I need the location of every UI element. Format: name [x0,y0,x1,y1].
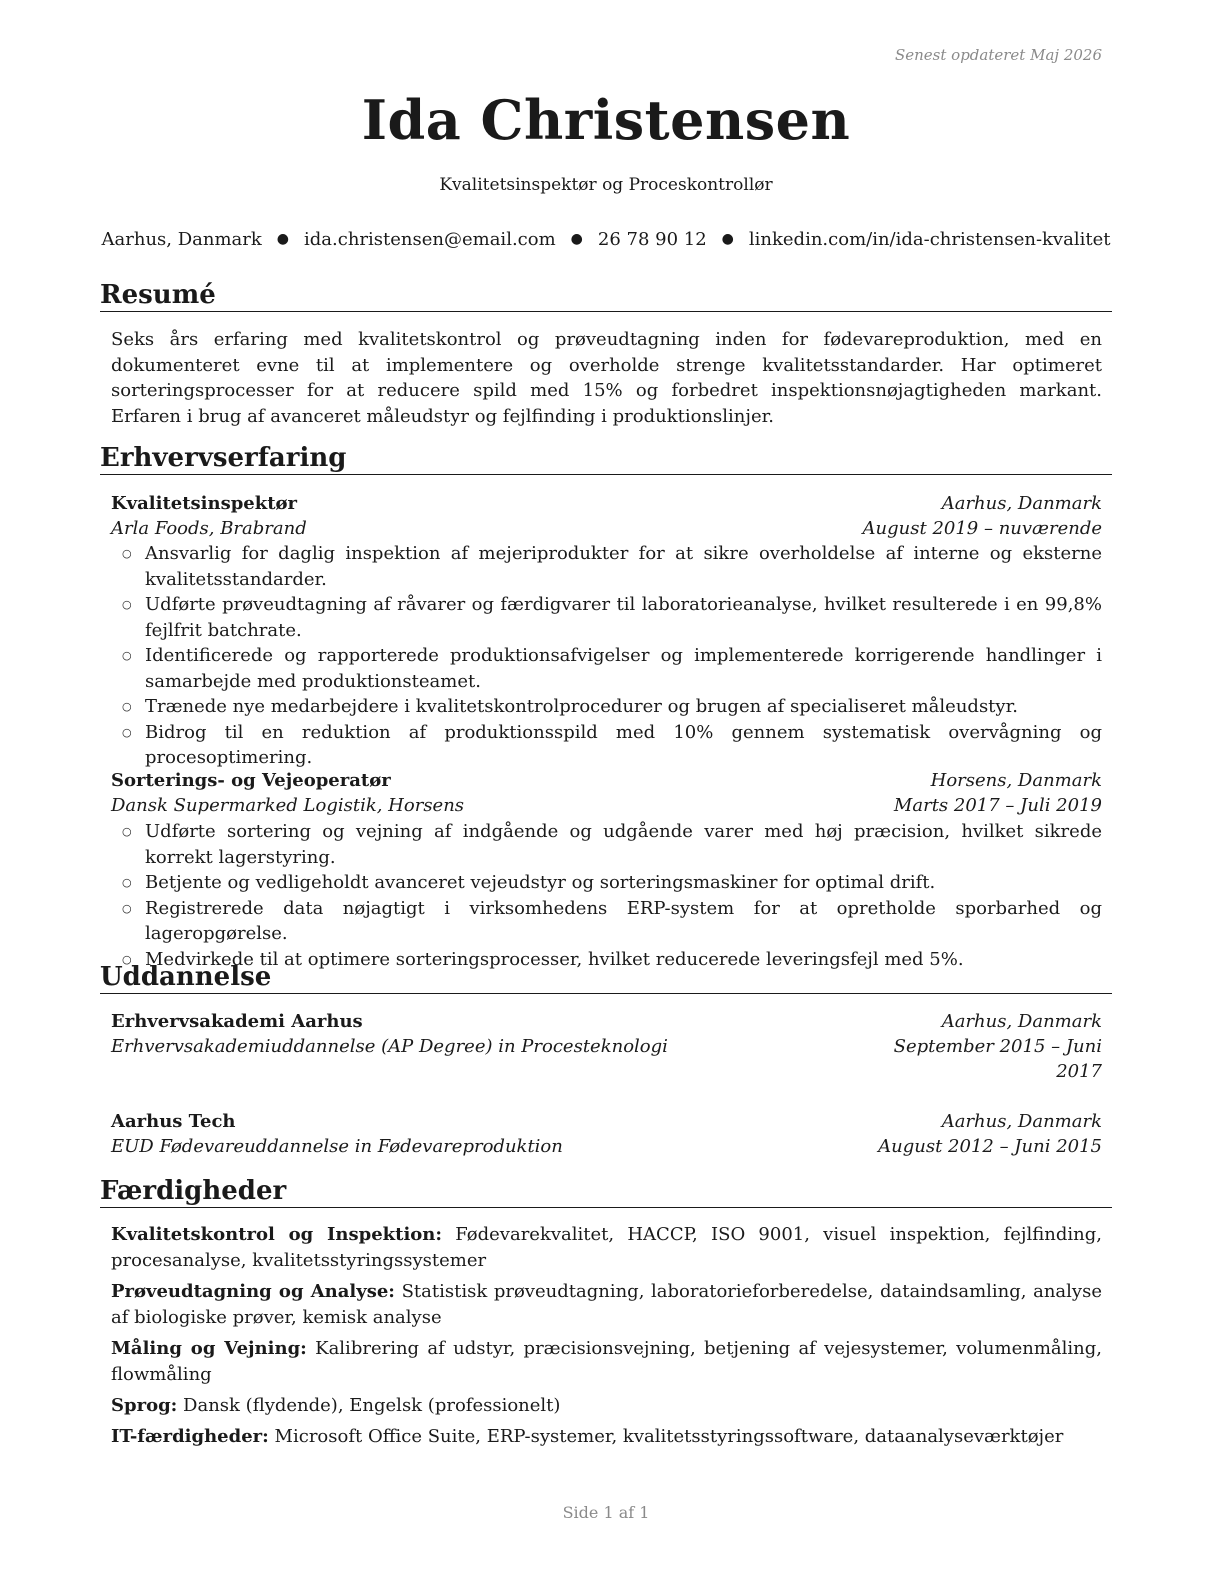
skill-line [111,1393,1102,1419]
circle-bullet-icon: ○ [122,825,132,838]
skill-text: Microsoft Office Suite, ERP-systemer, kvalitetsstyringssoftware, dataanalyseværktøjer [274,1426,1064,1447]
job-role: Sorterings- og Vejeoperatør [111,770,391,791]
contact-email[interactable]: ida.christensen@email.com [304,229,556,250]
list-item: ○ Udførte prøveudtagning af råvarer og færdigvarer til laboratorieanalyse, hvilket resulterede i en 99,8% fejlfrit batchrate. [122,594,1102,641]
degree-name: EUD Fødevareuddannelse in Fødevareproduktion [111,1136,563,1157]
skill-text: Dansk (flydende), Engelsk (professionelt) [183,1395,561,1416]
skill-text: Kalibrering af udstyr, præcisionsvejning, betjening af vejesystemer, volumenmåling, flowmåling [111,1338,1102,1385]
education-subheader [111,1034,1102,1084]
contact-location: Aarhus, Danmark [101,229,262,250]
job-dates: Marts 2017 – Juli 2019 [893,795,1102,816]
circle-bullet-icon: ○ [122,901,132,915]
job-subheader [111,793,1102,818]
skill-label: Prøveudtagning og Analyse: [111,1281,395,1302]
skill-text: Statistisk prøveudtagning, laboratorieforberedelse, dataindsamling, analyse af biologiske prøver, kemisk analyse [111,1281,1102,1328]
skill-line [111,1424,1102,1450]
school-name: Erhvervsakademi Aarhus [111,1011,363,1032]
bullet-separator-icon: ● [276,231,290,247]
circle-bullet-icon: ○ [122,598,132,611]
circle-bullet-icon: ○ [122,700,132,713]
circle-bullet-icon: ○ [122,876,132,889]
bullet-separator-icon: ● [721,231,734,247]
education-subheader [111,1134,1102,1159]
education-dates: September 2015 – Juni 2017 [893,1036,1102,1082]
list-item: ○ Medvirkede til at optimere sorteringsprocesser, hvilket reducerede leveringsfejl med 5%. [111,947,1102,973]
job-subheader [111,516,1102,541]
list-item: ○ Identificerede og rapporterede produktionsafvigelser og implementerede korrigerende handlinger i samarbejde med produktionsteamet. [122,645,1102,692]
list-item: ○ Registrerede data nøjagtigt i virksomhedens ERP-system for at opretholde sporbarhed og lageropgørelse. [122,897,1102,944]
list-item: ○ Trænede nye medarbejdere i kvalitetskontrolprocedurer og brugen af specialiseret måleudstyr. [111,694,1102,720]
candidate-title: Kvalitetsinspektør og Proceskontrollør [439,175,773,195]
list-item: ○ Bidrog til en reduktion af produktionsspild med 10% gennem systematisk overvågning og procesoptimering. [122,721,1102,768]
job-dates: August 2019 – nuværende [862,518,1102,539]
education-header [111,1009,1102,1034]
list-item: ○ Ansvarlig for daglig inspektion af mejeriprodukter for at sikre overholdelse af interne og eksterne kvalitetsstandarder. [122,543,1102,590]
job-header [111,768,1102,793]
skill-label: Kvalitetskontrol og Inspektion: [111,1224,443,1245]
job-role: Kvalitetsinspektør [111,493,298,514]
last-updated-note: Senest opdateret Maj 2026 [894,46,1102,64]
circle-bullet-icon: ○ [122,649,132,662]
contact-linkedin[interactable]: linkedin.com/in/ida-christensen-kvalitet [748,229,1111,250]
list-item: ○ Betjente og vedligeholdt avanceret vejeudstyr og sorteringsmaskiner for optimal drift. [111,870,1102,896]
circle-bullet-icon: ○ [122,725,132,739]
section-title-experience: Erhvervserfaring [100,443,1112,475]
education-header [111,1109,1102,1134]
job-location: Horsens, Danmark [930,770,1102,791]
job-company: Arla Foods, Brabrand [111,518,307,539]
circle-bullet-icon: ○ [122,547,132,560]
job-bullets [111,819,1102,972]
circle-bullet-icon: ○ [122,952,132,966]
bullet-separator-icon: ● [570,231,583,247]
school-location: Aarhus, Danmark [941,1011,1102,1032]
education-dates: August 2012 – Juni 2015 [878,1136,1102,1157]
section-title-education: Uddannelse [100,962,1112,994]
school-location: Aarhus, Danmark [941,1111,1102,1132]
skill-label: IT-færdigheder: [111,1426,269,1447]
skill-label: Sprog: [111,1395,178,1416]
summary-text: Seks års erfaring med kvalitetskontrol og prøveudtagning inden for fødevareproduktion, med en dokumenteret evne til at implementere og overholde strenge kvalitetsstandarder. Har optimeret sorteringsprocesser for at reducere spild med 15% og forbedret inspektionsnøjagtigheden markant. Erfaren i brug af avanceret måleudstyr og fejlfinding i produktionslinjer. [111,329,1102,427]
job-company: Dansk Supermarked Logistik, Horsens [111,795,465,816]
section-title-summary: Resumé [100,280,1112,312]
skill-line [111,1279,1102,1330]
job-location: Aarhus, Danmark [941,493,1102,514]
job-bullets [111,541,1102,771]
page-number: Side 1 af 1 [562,1503,650,1522]
contact-phone: 26 78 90 12 [597,229,707,250]
list-item: ○ Udførte sortering og vejning af indgående og udgående varer med høj præcision, hvilket sikrede korrekt lagerstyring. [122,821,1102,868]
school-name: Aarhus Tech [111,1111,236,1132]
skill-line [111,1222,1102,1273]
skill-label: Måling og Vejning: [111,1338,307,1359]
contact-line [100,229,1112,250]
skill-text: Fødevarekvalitet, HACCP, ISO 9001, visuel inspektion, fejlfinding, procesanalyse, kvalitetsstyringssystemer [111,1224,1102,1271]
section-title-skills: Færdigheder [100,1176,1112,1208]
job-header [111,491,1102,516]
skill-line [111,1336,1102,1387]
degree-name: Erhvervsakademiuddannelse (AP Degree) in Procesteknologi [111,1036,668,1057]
candidate-name: Ida Christensen [361,88,851,152]
